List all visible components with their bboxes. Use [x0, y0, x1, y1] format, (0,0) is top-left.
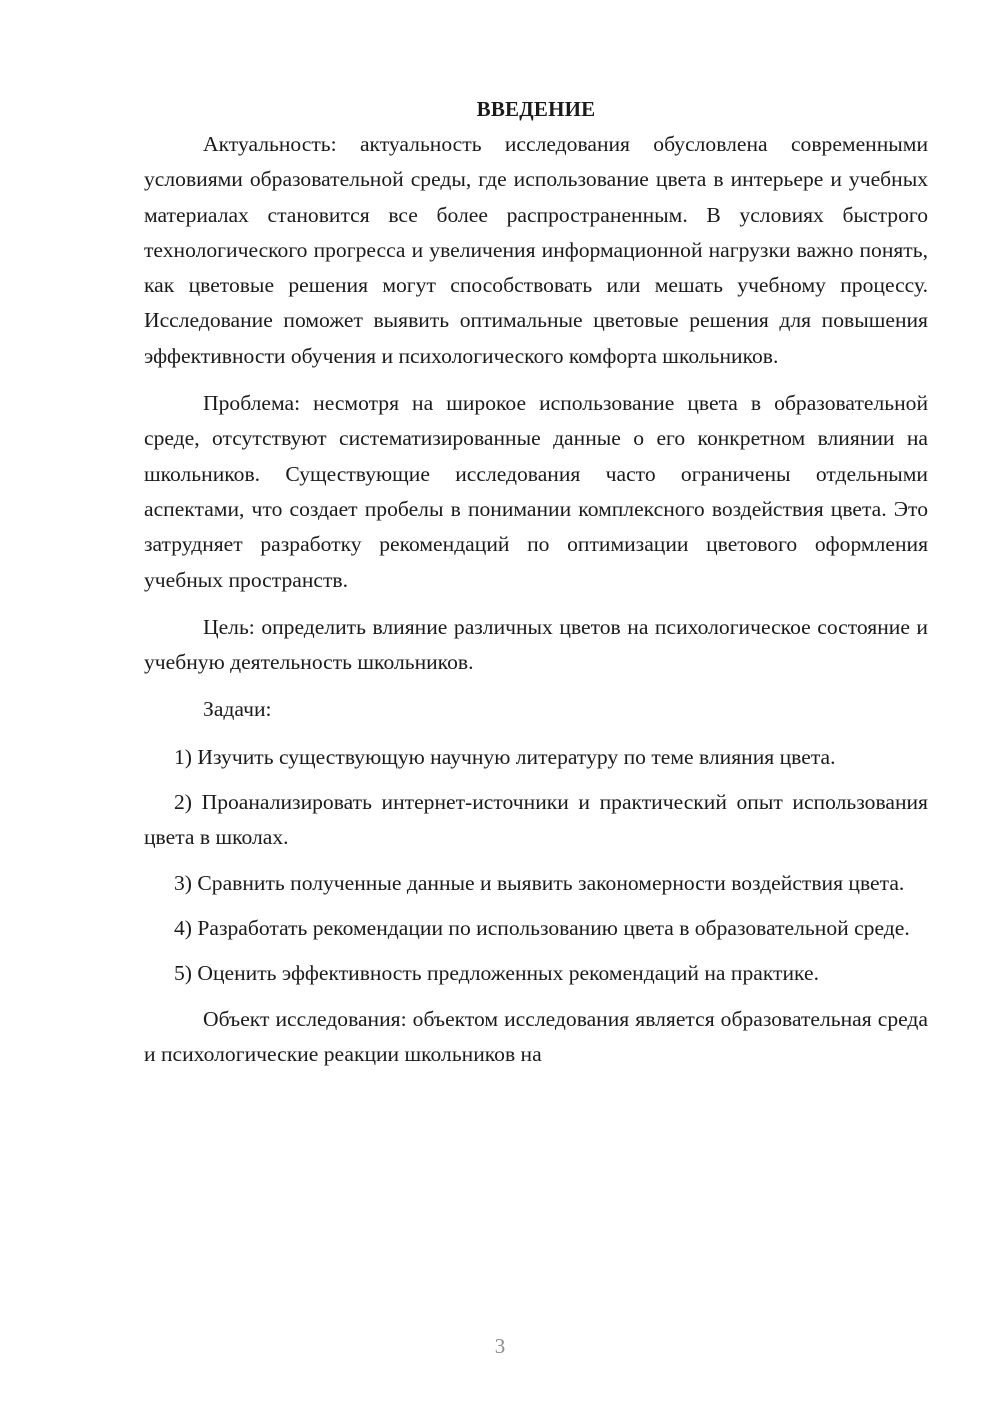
tasks-label: Задачи: [203, 697, 272, 722]
document-page [144, 92, 928, 1084]
section-heading: ВВЕДЕНИЕ [476, 97, 596, 121]
paragraph-problem: Проблема: несмотря на широкое использование цвета в образовательной среде, отсутствуют систематизированные данные о его конкретном влиянии на школьников. Существующие исследования часто ограничены отдельными аспектами, что создает пробелы в понимании комплексного воздействия цвета. Это затрудняет разработку рекомендаций по оптимизации цветового оформления учебных пространств. [144, 391, 928, 592]
paragraph-goal: Цель: определить влияние различных цветов на психологическое состояние и учебную деятельность школьников. [144, 614, 928, 675]
task-item-1: 1) Изучить существующую научную литературу по теме влияния цвета. [174, 744, 836, 769]
task-item-2: 2) Проанализировать интернет-источники и практический опыт использования цвета в школах. [144, 790, 928, 850]
task-item-4: 4) Разработать рекомендации по использованию цвета в образовательной среде. [174, 915, 910, 940]
paragraph-relevance: Актуальность: актуальность исследования обусловлена современными условиями образовательной среды, где использование цвета в интерьере и учебных материалах становится все более распространенным. В условиях быстрого технологического прогресса и увеличения информационной нагрузки важно понять, как цветовые решения могут способствовать или мешать учебному процессу. Исследование поможет выявить оптимальные цветовые решения для повышения эффективности обучения и психологического комфорта школьников. [144, 132, 928, 368]
task-item-5: 5) Оценить эффективность предложенных рекомендаций на практике. [174, 961, 819, 986]
paragraph-object: Объект исследования: объектом исследования является образовательная среда и психологические реакции школьников на [144, 1006, 928, 1066]
page-number: 3 [494, 1334, 506, 1358]
task-item-3: 3) Сравнить полученные данные и выявить закономерности воздействия цвета. [174, 870, 905, 895]
